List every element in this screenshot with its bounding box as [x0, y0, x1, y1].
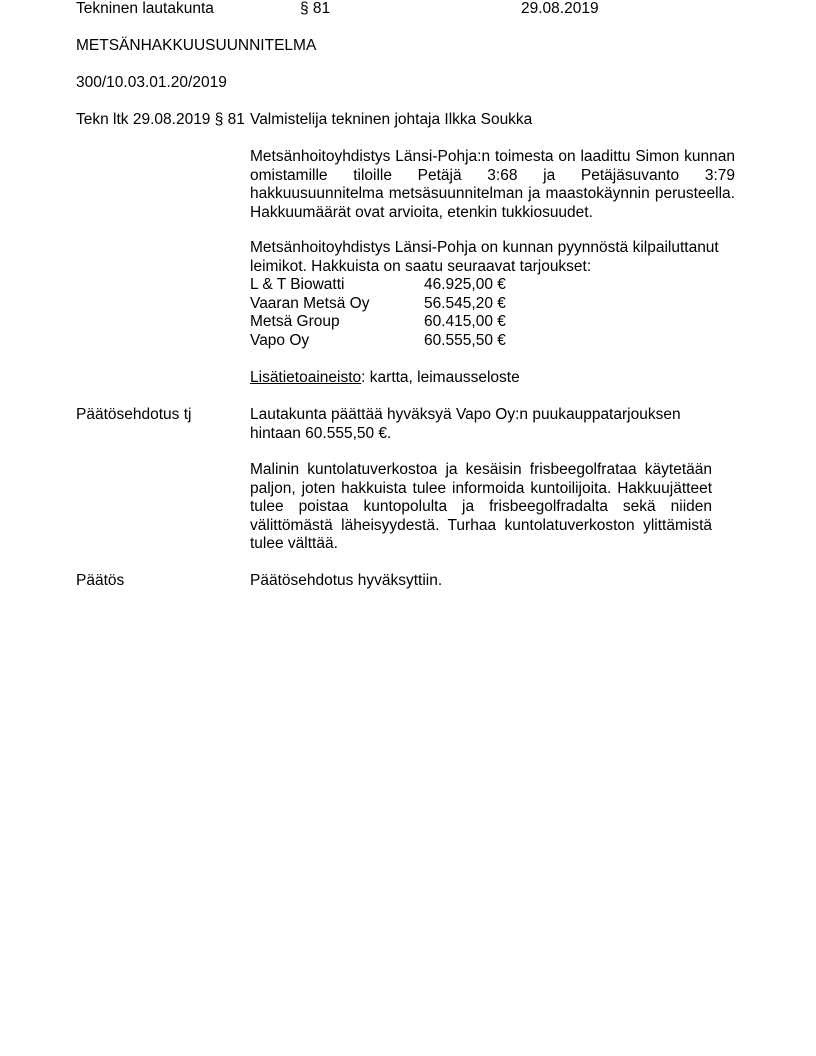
bid-row [250, 295, 506, 314]
bids-list [250, 276, 506, 350]
preparation-reference: Tekn ltk 29.08.2019 § 81 [76, 111, 245, 128]
bid-row [250, 332, 506, 351]
proposal-text: Lautakunta päättää hyväksyä Vapo Oy:n puukauppatarjouksen hintaan 60.555,50 €. [250, 406, 681, 442]
proposal-note: Malinin kuntolatuverkostoa ja kesäisin frisbeegolfrataa käytetään paljon, joten hakkuista tulee informoida kuntoilijoita. Hakkuujätteet tulee poistaa kuntopolulta ja frisbeegolfradalta sekä niiden välittömästä läheisyydestä. Turhaa kuntolatuverkoston ylittämistä tulee välttää. [250, 461, 712, 553]
bid-row [250, 313, 506, 332]
header-section: § 81 [300, 0, 331, 17]
proposal-label: Päätösehdotus tj [76, 406, 192, 423]
bid-name: Metsä Group [250, 313, 340, 331]
document-number: 300/10.03.01.20/2019 [76, 74, 227, 91]
attachments-line [250, 369, 520, 387]
body-paragraph-1: Metsänhoitoyhdistys Länsi-Pohja:n toimesta on laadittu Simon kunnan omistamille tiloille Petäjä 3:68 ja Petäjäsuvanto 3:79 hakkuusuunnitelma metsäsuunnitelman ja maastokäynnin perusteella. Hakkuumäärät ovat arvioita, etenkin tukkiosuudet. [250, 148, 735, 221]
bid-name: Vapo Oy [250, 331, 310, 349]
header-committee: Tekninen lautakunta [76, 0, 214, 17]
bid-name: Vaaran Metsä Oy [250, 294, 370, 312]
body-paragraph-2: Metsänhoitoyhdistys Länsi-Pohja on kunnan pyynnöstä kilpailuttanut leimikot. Hakkuista on saatu seuraavat tarjoukset: [250, 239, 719, 275]
bid-amount: 60.555,50 € [424, 331, 506, 349]
header-date: 29.08.2019 [521, 0, 599, 17]
preparer-text: Valmistelija tekninen johtaja Ilkka Soukka [250, 111, 533, 128]
bid-row [250, 276, 506, 295]
decision-label: Päätös [76, 572, 125, 589]
attachments-text: : kartta, leimausseloste [361, 369, 520, 386]
document-title: METSÄNHAKKUUSUUNNITELMA [76, 37, 317, 54]
attachments-label: Lisätietoaineisto [250, 369, 362, 386]
bid-name: L & T Biowatti [250, 276, 345, 293]
decision-text: Päätösehdotus hyväksyttiin. [250, 572, 443, 589]
bid-amount: 46.925,00 € [424, 276, 506, 293]
bid-amount: 60.415,00 € [424, 313, 506, 331]
bid-amount: 56.545,20 € [424, 294, 506, 312]
